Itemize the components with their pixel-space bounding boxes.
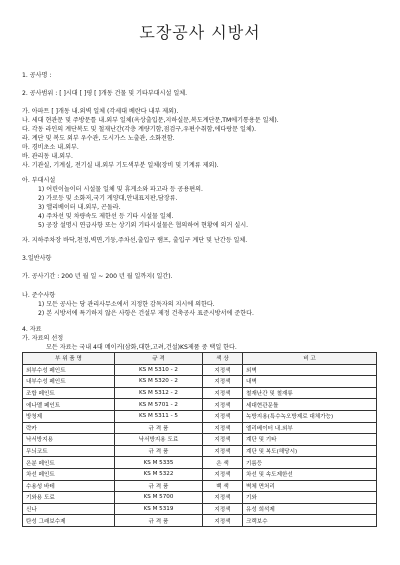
cell-remarks: 계단 및 복도(해당시)	[243, 445, 377, 457]
cell-part: 에나멜 페인트	[23, 399, 115, 411]
cell-spec: KS M 5701 - 2	[115, 399, 203, 411]
ancillary-item-4: 4) 주차선 및 차량속도 제한선 등 기타 시설물 일체.	[38, 213, 174, 220]
cell-spec: 규 격 품	[115, 422, 203, 434]
scope-item-sa: 사. 기관실, 기계실, 전기실 내.외부 기도색부분 일체(장비 및 기계류 제외).	[22, 162, 219, 169]
table-row	[23, 515, 377, 527]
cell-color: 지정색	[203, 515, 243, 527]
table-row	[23, 434, 377, 446]
header-part: 부 위 품 명	[23, 353, 115, 365]
document-title: 도장공사 시방서	[139, 23, 261, 42]
cell-color: 지정색	[203, 399, 243, 411]
cell-spec: KS M 5700	[115, 492, 203, 504]
cell-color: 지정색	[203, 410, 243, 422]
cell-color: 지정색	[203, 387, 243, 399]
cell-part: 내부수성 페인트	[23, 376, 115, 388]
cell-part: 탄성 그래보수제	[23, 515, 115, 527]
table-row	[23, 410, 377, 422]
cell-part: 낙서방지용	[23, 434, 115, 446]
cell-color: 지정색	[203, 434, 243, 446]
table-row	[23, 364, 377, 376]
cell-spec: KS M 5320 - 2	[115, 376, 203, 388]
cell-spec: KS M 5312 - 2	[115, 387, 203, 399]
materials-table	[22, 352, 377, 527]
cell-spec: 낙서방지용 도료	[115, 434, 203, 446]
header-spec: 규 격	[115, 353, 203, 365]
table-row	[23, 492, 377, 504]
scope-line: 2. 공사범위 : [ ]시대 [ ]평 [ ]개동 건물 및 기타부대시설 일체.	[22, 90, 188, 97]
general-heading: 3.일반사항	[22, 255, 52, 262]
scope-item-ga: 가. 아파트 [ ]개동 내.외벽 일체 (각세대 베란다 내부 제외).	[22, 108, 179, 115]
cell-color: 지정색	[203, 492, 243, 504]
cell-remarks: 계단 및 기타	[243, 434, 377, 446]
cell-spec: KS M 5310 - 2	[115, 364, 203, 376]
cell-spec: KS M 5311 - 5	[115, 410, 203, 422]
cell-remarks: 철재난간 및 철재류	[243, 387, 377, 399]
materials-selection-heading: 가. 자료의 선정	[22, 335, 64, 342]
cell-part: 무늬코트	[23, 445, 115, 457]
cell-part: 방청제	[23, 410, 115, 422]
header-remarks: 비 고	[243, 353, 377, 365]
cell-part: 조합 페인트	[23, 387, 115, 399]
ancillary-item-3: 3) 앨리베이터 내.외부, 곤돌라.	[38, 204, 121, 211]
table-row	[23, 480, 377, 492]
cell-part: 차선 페인트	[23, 468, 115, 480]
scope-item-da: 다. 각동 라인의 계단복도 및 철재난간(각층 계량기함,점검구,우편수취함,에다랑문 일체).	[22, 126, 257, 133]
table-row	[23, 503, 377, 515]
table-row	[23, 422, 377, 434]
cell-remarks: 내벽	[243, 376, 377, 388]
cell-spec: KS M 5335	[115, 457, 203, 469]
materials-heading: 4. 자료	[22, 326, 42, 333]
header-color: 색 상	[203, 353, 243, 365]
cell-part: 기와용 도료	[23, 492, 115, 504]
cell-spec: KS M 5322	[115, 468, 203, 480]
cell-color: 지정색	[203, 468, 243, 480]
table-row	[23, 399, 377, 411]
scope-item-ma: 마. 경비초소 내.외부.	[22, 144, 79, 151]
materials-selection-note: 모든 자료는 국내 4대 메이커(삼화,대한,고려,건설)KS제품 중 택일 한다.	[46, 344, 237, 351]
cell-color: 지정색	[203, 422, 243, 434]
period-line: 가. 공사기간 : 200 년 월 일 ~ 200 년 월 일까지( 일간).	[22, 273, 173, 280]
cell-remarks: 크랙보수	[243, 515, 377, 527]
cell-remarks: 녹방지용(특수녹오방제로 대체가능)	[243, 410, 377, 422]
ancillary-item-5: 5) 공장 설명시 연급사항 또는 상기외 기타시설물은 협의하여 현황에 의거 실시.	[38, 222, 249, 229]
scope-item-ra: 라. 계단 및 복도 외부 우수관, 도시가스 노출관, 소화전함.	[22, 135, 175, 142]
table-row	[23, 445, 377, 457]
cell-color: 지정색	[203, 445, 243, 457]
ancillary-heading: 아. 부대시설	[22, 177, 56, 184]
compliance-heading: 나. 준수사항	[22, 292, 56, 299]
ancillary-item-1: 1) 어린이놀이터 시설물 일체 및 휴게소와 파고라 등 공용편의.	[38, 186, 203, 193]
cell-part: 수용성 바테	[23, 480, 115, 492]
table-row	[23, 457, 377, 469]
cell-spec: 규 격 품	[115, 515, 203, 527]
table-row	[23, 376, 377, 388]
scope-item-ba: 바. 관리동 내.외부.	[22, 153, 73, 160]
cell-color: 은 색	[203, 457, 243, 469]
cell-remarks: 차선 및 속도제한선	[243, 468, 377, 480]
scope-item-ja: 자. 지하주차장 바닥,천정,벽면,기둥,주차선,출입구 램프, 출입구 계단 및 난간등 일체.	[22, 237, 248, 244]
table-row	[23, 387, 377, 399]
table-header-row	[23, 353, 377, 365]
cell-part: 신나	[23, 503, 115, 515]
compliance-item-1: 1) 모든 공사는 당 관리사무소에서 지정한 감독자의 지시에 의한다.	[38, 301, 215, 308]
cell-remarks: 유성 희석제	[243, 503, 377, 515]
cell-color: 지정색	[203, 376, 243, 388]
cell-remarks: 벽체 면처리	[243, 480, 377, 492]
scope-item-na: 나. 세대 현관문 및 주방문틀 내.외부 일체(옥상출입문,지하실문,복도계단문,TM에기통용문 일체).	[22, 117, 279, 124]
cell-spec: 규 격 품	[115, 445, 203, 457]
cell-part: 외부수성 페인트	[23, 364, 115, 376]
cell-spec: 규 격 품	[115, 480, 203, 492]
cell-part: 은분 페인트	[23, 457, 115, 469]
cell-remarks: 엘리베이터 내.외부	[243, 422, 377, 434]
cell-remarks: 외벽	[243, 364, 377, 376]
cell-spec: KS M 5319	[115, 503, 203, 515]
ancillary-item-2: 2) 가로등 및 소화저,국기 게양대,안내표지판,담장류.	[38, 195, 178, 202]
compliance-item-2: 2) 본 시방서에 특기하지 않은 사항은 건설부 제정 건축공사 표준시방서에 준한다.	[38, 310, 254, 317]
project-name-line: 1. 공사명 :	[22, 72, 52, 79]
cell-part: 락카	[23, 422, 115, 434]
cell-color: 지정색	[203, 503, 243, 515]
cell-remarks: 기와	[243, 492, 377, 504]
cell-color: 지정색	[203, 364, 243, 376]
cell-color: 백 색	[203, 480, 243, 492]
cell-remarks: 세대현관문틀	[243, 399, 377, 411]
cell-remarks: 기름등	[243, 457, 377, 469]
table-row	[23, 468, 377, 480]
